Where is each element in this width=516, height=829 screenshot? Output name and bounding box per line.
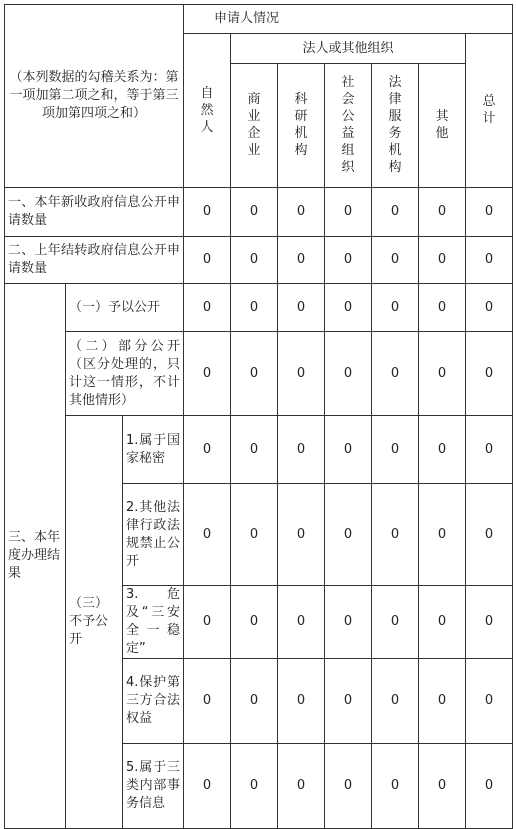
cell-value: 0 [184,332,231,416]
cell-value: 0 [278,484,325,586]
cell-value: 0 [184,586,231,659]
applicant-status-header: 申请人情况 [184,5,513,34]
row-label: 二、上年结转政府信息公开申请数量 [5,237,184,284]
cell-value: 0 [231,284,278,332]
row-note: （本列数据的勾稽关系为：第一项加第二项之和，等于第三项加第四项之和） [9,70,179,121]
cell-value: 0 [466,284,513,332]
cell-value: 0 [419,332,466,416]
cell-value: 0 [372,188,419,237]
cell-value: 0 [231,332,278,416]
col-commercial-enterprise: 商业企业 [231,64,278,188]
cell-value: 0 [231,744,278,829]
cell-value: 0 [325,284,372,332]
cell-value: 0 [231,237,278,284]
cell-value: 0 [184,416,231,484]
sub3-item-label: 2.其他法律行政法规禁止公开 [123,484,184,586]
cell-value: 0 [184,744,231,829]
cell-value: 0 [278,188,325,237]
cell-value: 0 [419,188,466,237]
sub1-label: （一）予以公开 [66,284,184,332]
sub2-label: （二）部分公开（区分处理的，只计这一情形，不计其他情形） [66,332,184,416]
cell-value: 0 [419,586,466,659]
cell-value: 0 [184,188,231,237]
cell-value: 0 [325,744,372,829]
section3-label: 三、本年度办理结果 [5,284,66,829]
cell-value: 0 [325,659,372,744]
cell-value: 0 [278,744,325,829]
cell-value: 0 [372,284,419,332]
table-row [5,332,513,416]
col-social-welfare-org: 社会公益组织 [325,64,372,188]
sub3-item-label: 1.属于国家秘密 [123,416,184,484]
cell-value: 0 [419,659,466,744]
cell-value: 0 [372,416,419,484]
table-row [5,416,513,484]
sub3-item-label: 3.危及“三安全一稳定” [123,586,184,659]
sub3-label: （三）不予公开 [66,416,123,829]
table-row [5,284,513,332]
cell-value: 0 [325,586,372,659]
cell-value: 0 [419,237,466,284]
cell-value: 0 [419,416,466,484]
cell-value: 0 [278,586,325,659]
sub3-item-label: 5.属于三类内部事务信息 [123,744,184,829]
cell-value: 0 [419,484,466,586]
cell-value: 0 [466,659,513,744]
cell-value: 0 [278,416,325,484]
sub3-item-label: 4.保护第三方合法权益 [123,659,184,744]
cell-value: 0 [184,237,231,284]
cell-value: 0 [466,188,513,237]
cell-value: 0 [184,659,231,744]
cell-value: 0 [466,237,513,284]
cell-value: 0 [372,237,419,284]
cell-value: 0 [325,188,372,237]
cell-value: 0 [278,284,325,332]
cell-value: 0 [466,416,513,484]
col-total: 总计 [466,34,513,188]
cell-value: 0 [372,586,419,659]
cell-value: 0 [466,744,513,829]
col-natural-person: 自然人 [184,34,231,188]
table-row [5,188,513,237]
cell-value: 0 [231,484,278,586]
cell-value: 0 [372,744,419,829]
cell-value: 0 [184,484,231,586]
col-other: 其他 [419,64,466,188]
cell-value: 0 [231,188,278,237]
cell-value: 0 [231,659,278,744]
cell-value: 0 [372,484,419,586]
cell-value: 0 [325,237,372,284]
cell-value: 0 [466,586,513,659]
legal-entity-group-header: 法人或其他组织 [231,34,466,64]
disclosure-statistics-table [4,4,513,829]
cell-value: 0 [419,284,466,332]
row-note-cell [5,5,184,188]
cell-value: 0 [419,744,466,829]
cell-value: 0 [325,332,372,416]
cell-value: 0 [466,332,513,416]
cell-value: 0 [372,659,419,744]
cell-value: 0 [278,332,325,416]
col-legal-service-org: 法律服务机构 [372,64,419,188]
cell-value: 0 [278,237,325,284]
row-label: 一、本年新收政府信息公开申请数量 [5,188,184,237]
cell-value: 0 [325,484,372,586]
cell-value: 0 [466,484,513,586]
cell-value: 0 [325,416,372,484]
cell-value: 0 [184,284,231,332]
cell-value: 0 [231,416,278,484]
cell-value: 0 [372,332,419,416]
cell-value: 0 [231,586,278,659]
cell-value: 0 [278,659,325,744]
table-row [5,237,513,284]
col-research-institution: 科研机构 [278,64,325,188]
